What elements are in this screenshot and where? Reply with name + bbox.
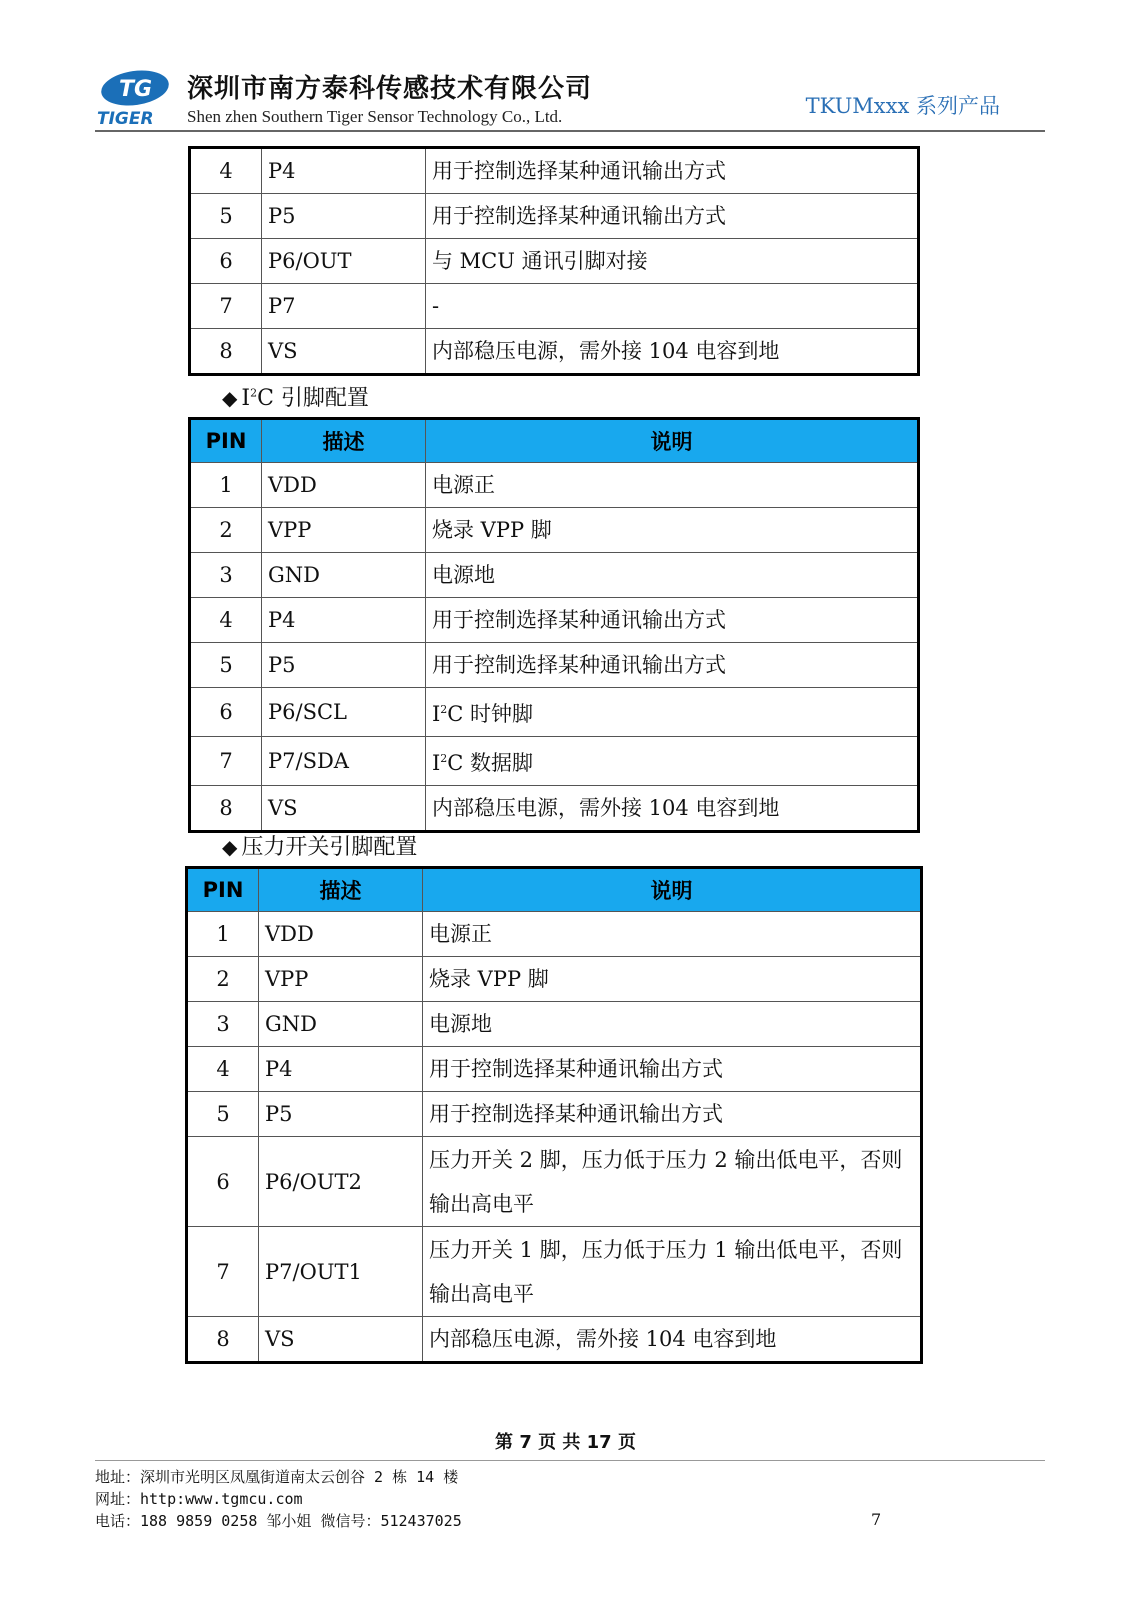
pin-note: 与 MCU 通讯引脚对接 (426, 239, 919, 284)
note-line: 输出高电平 (429, 1191, 534, 1216)
pin-note: 用于控制选择某种通讯输出方式 (426, 148, 919, 194)
pin-desc: VPP (259, 957, 423, 1002)
table-row (190, 737, 919, 786)
logo-text: TG (119, 77, 153, 102)
pin-note: 用于控制选择某种通讯输出方式 (426, 643, 919, 688)
table-row (187, 1137, 922, 1227)
product-series: TKUMxxx 系列产品 (805, 94, 1000, 118)
pin-desc: VDD (259, 912, 423, 957)
table-row (187, 1317, 922, 1363)
table-row (190, 598, 919, 643)
pin-number: 6 (190, 239, 262, 284)
pin-note: 烧录 VPP 脚 (426, 508, 919, 553)
pin-desc: P4 (259, 1047, 423, 1092)
pin-note: - (426, 284, 919, 329)
pin-number: 5 (190, 194, 262, 239)
note-line: 输出高电平 (429, 1281, 534, 1306)
header-pin: PIN (187, 868, 259, 912)
pin-number: 7 (190, 284, 262, 329)
pin-number: 8 (190, 786, 262, 832)
pin-desc: P7 (262, 284, 426, 329)
pin-desc: VPP (262, 508, 426, 553)
pin-table-continued (188, 146, 920, 376)
pin-note: 用于控制选择某种通讯输出方式 (426, 598, 919, 643)
pin-number: 4 (190, 148, 262, 194)
table-row (187, 1092, 922, 1137)
pin-note (423, 1137, 922, 1227)
header-desc: 描述 (262, 419, 426, 463)
tiger-logo (95, 68, 171, 128)
header-desc: 描述 (259, 868, 423, 912)
pin-desc: P7/OUT1 (259, 1227, 423, 1317)
pin-number: 2 (190, 508, 262, 553)
pin-desc: P6/SCL (262, 688, 426, 737)
table-row (190, 148, 919, 194)
pin-number: 2 (187, 957, 259, 1002)
pin-number: 1 (187, 912, 259, 957)
logo-brand: TIGER (97, 109, 154, 128)
pin-desc: GND (259, 1002, 423, 1047)
note-line: 压力开关 2 脚，压力低于压力 2 输出低电平，否则 (429, 1147, 903, 1172)
pin-note: 用于控制选择某种通讯输出方式 (426, 194, 919, 239)
diamond-bullet-icon: ◆ (222, 835, 238, 859)
table-row (187, 912, 922, 957)
footer-address: 地址：深圳市光明区凤凰街道南太云创谷 2 栋 14 楼 (95, 1468, 459, 1486)
section-title-pressure-switch: ◆ 压力开关引脚配置 (222, 835, 418, 860)
pin-note: 电源地 (426, 553, 919, 598)
table-row (187, 957, 922, 1002)
pin-desc: P4 (262, 148, 426, 194)
table-row (190, 463, 919, 508)
pin-number: 8 (187, 1317, 259, 1363)
page-number: 7 (871, 1510, 882, 1529)
pin-number: 4 (190, 598, 262, 643)
page-label: 第 7 页 共 17 页 (495, 1432, 636, 1453)
diamond-bullet-icon: ◆ (222, 386, 238, 410)
pin-desc: P6/OUT2 (259, 1137, 423, 1227)
pin-note: $I^2C$ 数据脚 (426, 737, 919, 786)
pin-note: 用于控制选择某种通讯输出方式 (423, 1047, 922, 1092)
pin-note: $I^2C$ 时钟脚 (426, 688, 919, 737)
pin-desc: VDD (262, 463, 426, 508)
pin-number: 5 (187, 1092, 259, 1137)
pin-number: 1 (190, 463, 262, 508)
pin-note: 电源地 (423, 1002, 922, 1047)
pin-desc: P5 (262, 643, 426, 688)
table-row (190, 508, 919, 553)
page-footer (95, 1466, 462, 1532)
table-row (190, 688, 919, 737)
pin-desc: P7/SDA (262, 737, 426, 786)
pin-number: 3 (190, 553, 262, 598)
table-row (187, 1002, 922, 1047)
table-row (190, 329, 919, 375)
pin-number: 7 (187, 1227, 259, 1317)
pin-note (423, 1227, 922, 1317)
table-header-row (187, 868, 922, 912)
table-row (187, 1227, 922, 1317)
section-title-i2c: ◆ $I^2C$ 引脚配置 (222, 386, 369, 411)
pin-number: 3 (187, 1002, 259, 1047)
pin-desc: P6/OUT (262, 239, 426, 284)
pin-number: 6 (187, 1137, 259, 1227)
pin-number: 6 (190, 688, 262, 737)
page-header (95, 62, 1045, 132)
pin-note: 电源正 (423, 912, 922, 957)
pin-desc: GND (262, 553, 426, 598)
pin-desc: P5 (262, 194, 426, 239)
company-name-en: Shen zhen Southern Tiger Sensor Technology Co., Ltd. (187, 107, 563, 126)
pin-desc: VS (262, 786, 426, 832)
pin-number: 8 (190, 329, 262, 375)
pin-table-pressure-switch (185, 866, 923, 1364)
pin-note: 内部稳压电源，需外接 104 电容到地 (426, 786, 919, 832)
pin-number: 7 (190, 737, 262, 786)
pin-desc: P5 (259, 1092, 423, 1137)
pin-number: 4 (187, 1047, 259, 1092)
table-row (190, 239, 919, 284)
table-row (187, 1047, 922, 1092)
header-note: 说明 (423, 868, 922, 912)
pin-note: 内部稳压电源，需外接 104 电容到地 (426, 329, 919, 375)
header-pin: PIN (190, 419, 262, 463)
table-row (190, 786, 919, 832)
table-header-row (190, 419, 919, 463)
footer-divider (95, 1460, 1045, 1461)
company-name-cn: 深圳市南方泰科传感技术有限公司 (187, 74, 593, 104)
table-row (190, 643, 919, 688)
pin-desc: P4 (262, 598, 426, 643)
pin-desc: VS (259, 1317, 423, 1363)
pin-table-i2c (188, 417, 920, 833)
pin-note: 用于控制选择某种通讯输出方式 (423, 1092, 922, 1137)
pin-number: 5 (190, 643, 262, 688)
table-row (190, 194, 919, 239)
table-row (190, 553, 919, 598)
footer-contact: 电话：188 9859 0258 邹小姐 微信号：512437025 (95, 1512, 462, 1530)
table-row (190, 284, 919, 329)
pin-note: 内部稳压电源，需外接 104 电容到地 (423, 1317, 922, 1363)
footer-website: 网址：http:www.tgmcu.com (95, 1490, 303, 1508)
header-divider (95, 130, 1045, 132)
header-note: 说明 (426, 419, 919, 463)
pin-desc: VS (262, 329, 426, 375)
note-line: 压力开关 1 脚，压力低于压力 1 输出低电平，否则 (429, 1237, 903, 1262)
pin-note: 烧录 VPP 脚 (423, 957, 922, 1002)
pin-note: 电源正 (426, 463, 919, 508)
